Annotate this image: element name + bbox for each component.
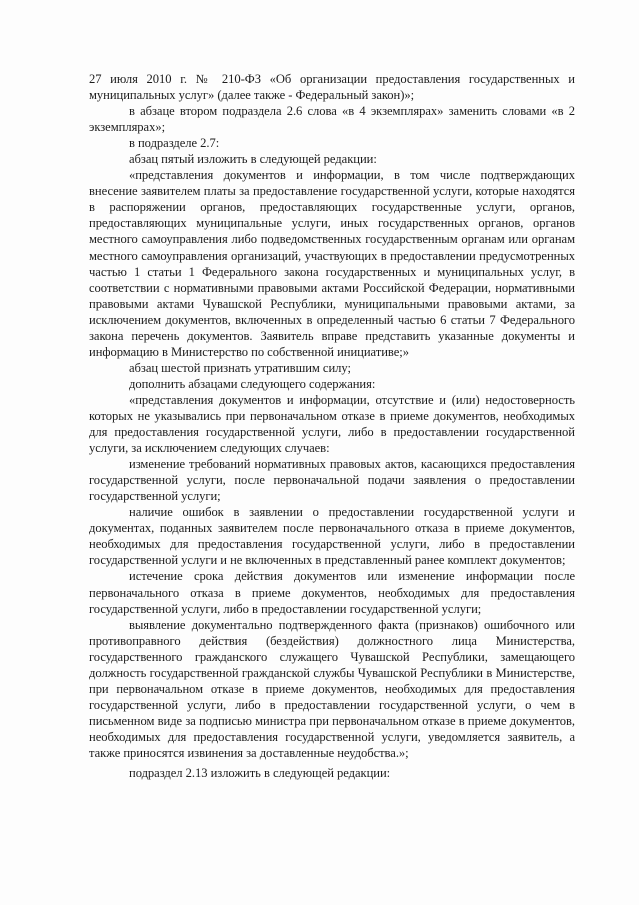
paragraph-section-2-7-heading: в подразделе 2.7:	[129, 136, 220, 151]
paragraph-errors-in-application: наличие ошибок в заявлении о предоставлении государственной услуги и документах, поданных заявителем после первоначального отказа в приеме документов, необходимых для предоставления государственной услуги, либо в предоставлении государственной услуги и не включенных в представленный ранее комплект документов;	[89, 505, 575, 568]
paragraph-section-2-13: подраздел 2.13 изложить в следующей редакции:	[129, 766, 391, 781]
document-body	[89, 71, 575, 781]
paragraph-section-2-6: в абзаце втором подраздела 2.6 слова «в 4 экземплярах» заменить словами «в 2 экземплярах»;	[89, 104, 575, 135]
paragraph-law-reference: 27 июля 2010 г. № 210-ФЗ «Об организации предоставления государственных и муниципальных услуг» (далее также - Федеральный закон)»;	[89, 72, 575, 103]
paragraph-fifth-abzac-instruction: абзац пятый изложить в следующей редакции:	[129, 152, 377, 167]
paragraph-add-abzacs: дополнить абзацами следующего содержания:	[129, 376, 376, 391]
paragraph-sixth-abzac-void: абзац шестой признать утратившим силу;	[129, 360, 351, 375]
paragraph-wrongful-action: выявление документально подтвержденного факта (признаков) ошибочного или противоправного действия (бездействия) должностного лица Министерства, государственного гражданского служащего Чувашской Республики, замещающего должность государственной гражданской службы Чувашской Республики в Министерстве, при первоначальном отказе в приеме документов, необходимых для предоставления государственной услуги, либо в предоставлении государственной услуги, о чем в письменном виде за подписью министра при первоначальном отказе в приеме документов, необходимых для предоставления государственной услуги, уведомляется заявитель, а также приносятся извинения за доставленные неудобства.»;	[89, 617, 575, 760]
paragraph-requirements-change: изменение требований нормативных правовых актов, касающихся предоставления государственной услуги, после первоначальной подачи заявления о предоставлении государственной услуги;	[89, 457, 575, 504]
paragraph-document-expiry: истечение срока действия документов или изменение информации после первоначального отказа в приеме документов, необходимых для предоставления государственной услуги, либо в предоставлении государственной услуги;	[89, 569, 575, 616]
paragraph-documents-absence: «представления документов и информации, отсутствие и (или) недостоверность которых не указывались при первоначальном отказе в приеме документов, необходимых для предоставления государственной услуги, либо в предоставлении государственной услуги, за исключением следующих случаев:	[89, 392, 575, 456]
paragraph-fifth-abzac-text: «представления документов и информации, в том числе подтверждающих внесение заявителем платы за предоставление государственной услуги, которые находятся в распоряжении органов, предоставляющих государственные услуги, органов, предоставляющих муниципальные услуги, иных государственных органов, органов местного самоуправления либо подведомственных государственным органам или органам местного самоуправления организаций, участвующих в предоставлении предусмотренных частью 1 статьи 1 Федерального закона государственных и муниципальных услуг, в соответствии с нормативными правовыми актами Российской Федерации, нормативными правовыми актами Чувашской Республики, муниципальными правовыми актами, за исключением документов, включенных в определенный частью 6 статьи 7 Федерального закона перечень документов. Заявитель вправе представить указанные документы и информацию в Министерство по собственной инициативе;»	[89, 168, 575, 359]
